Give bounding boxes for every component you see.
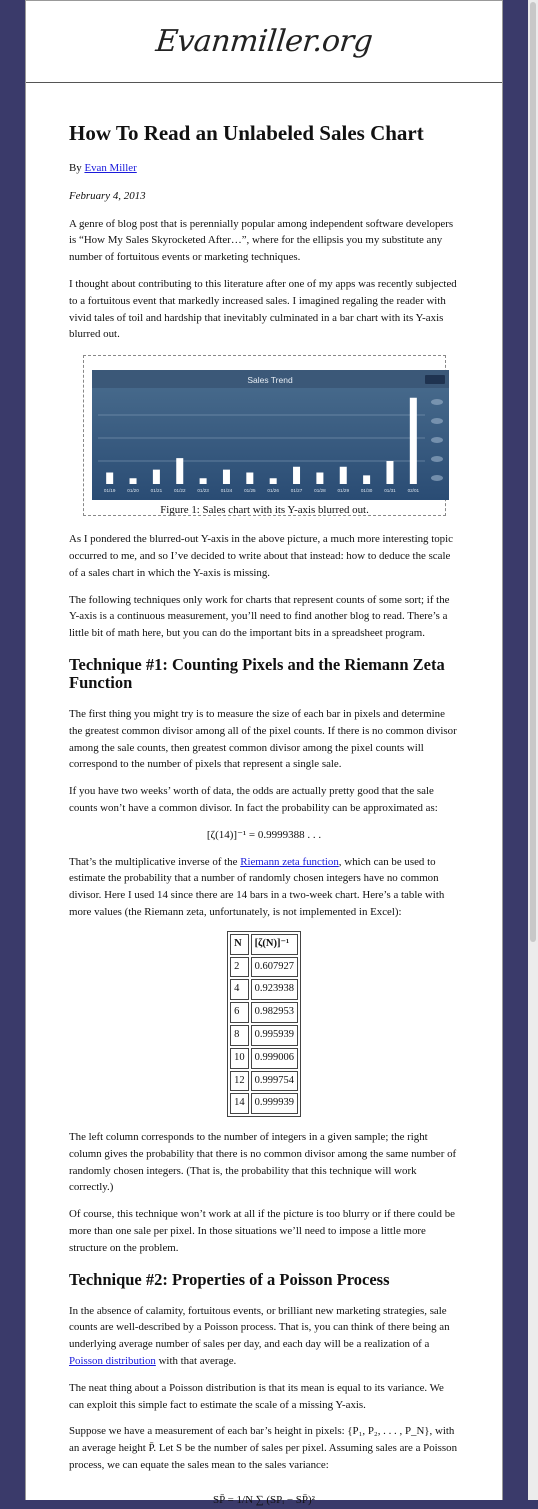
bar	[386, 461, 393, 484]
table-cell-n: 8	[230, 1025, 249, 1046]
figure	[83, 355, 446, 516]
poisson-distribution-link[interactable]: Poisson distribution	[69, 1355, 156, 1368]
page	[25, 0, 503, 1506]
table-row	[230, 1048, 298, 1069]
paragraph: The left column corresponds to the number of integers in a given sample; the right column gives the probability that there is no common divisor among the same number of randomly chosen integers. (That is, the probability that this technique will work correctly.)	[69, 1131, 457, 1194]
table-cell-value: 0.982953	[251, 1002, 298, 1023]
paragraph: If you have two weeks’ worth of data, the odds are actually pretty good that the sale counts won’t have a common divisor. In fact the probability can be approximated as:	[69, 785, 438, 814]
bar	[293, 467, 300, 484]
x-tick-label: 02/01	[407, 488, 420, 494]
text-span: That’s the multiplicative inverse of the	[69, 855, 241, 868]
blurred-y-tick	[431, 418, 443, 424]
paragraph: Suppose we have a measurement of each bar’s height in pixels: {P₁, P₂, . . . , P_N}, with an average height P̄. Let S be the number of sales per pixel. Assuming sales are a Poisson process, we can equate the sales mean to the sales variance:	[69, 1425, 458, 1472]
table-row	[230, 1002, 298, 1023]
bar	[200, 478, 207, 484]
x-tick-label: 01/22	[174, 488, 186, 494]
bar	[176, 458, 183, 484]
table-row	[230, 979, 298, 1000]
table-cell-value: 0.999754	[251, 1071, 298, 1092]
bar	[340, 467, 347, 484]
text-span: , which can be used to estimate the probability that a number of randomly chosen integers have no common divisor. Here I used 14 since there are 14 bars in a two-week chart. Here’s a table with more values (the Riemann zeta, unfortunately, is not implemented in Excel):	[69, 855, 445, 918]
paragraph: Of course, this technique won’t work at all if the picture is too blurry or if there could be more than one sale per pixel. In those situations we’ll need to impose a little more structure on the problem.	[69, 1208, 456, 1254]
blurred-y-tick	[431, 456, 443, 462]
table-row	[230, 1071, 298, 1092]
bar	[410, 398, 417, 484]
x-tick-label: 01/19	[103, 488, 116, 494]
section-heading: Technique #1: Counting Pixels and the Riemann Zeta Function	[69, 654, 445, 692]
masthead	[26, 0, 502, 83]
paragraph: A genre of blog post that is perennially popular among independent software developers is “How My Sales Skyrocketed After…”, where for the ellipsis you my substitute any number of fortuitous events or marketing techniques.	[69, 217, 454, 264]
x-tick-label: 01/23	[197, 488, 209, 494]
section-heading: Technique #2: Properties of a Poisson Process	[69, 1269, 390, 1289]
bar	[106, 473, 113, 485]
bar	[246, 473, 253, 485]
equation: [ζ(14)]⁻¹ = 0.9999388 . . .	[206, 828, 322, 841]
scrollbar[interactable]	[528, 0, 538, 1500]
article-title: How To Read an Unlabeled Sales Chart	[69, 121, 424, 145]
paragraph: As I pondered the blurred-out Y-axis in the above picture, a much more interesting topic occurred to me, and so I’ve decided to write about that instead: how to deduce the scale of a sales chart in which the Y-axis is missing.	[69, 533, 453, 579]
text-span: In the absence of calamity, fortuitous events, or brilliant new marketing strategies, sale counts are well-described by a Poisson process. That is, you can think of there being an underlying average number of sales per day, and each day will be a realization of a	[69, 1304, 450, 1351]
table-cell-value: 0.999006	[251, 1048, 298, 1069]
byline-prefix: By	[69, 162, 85, 174]
blurred-y-tick	[431, 437, 443, 443]
byline	[69, 160, 459, 177]
table-header-n: N	[230, 934, 249, 955]
riemann-zeta-link[interactable]: Riemann zeta function	[240, 855, 339, 868]
publish-date: February 4, 2013	[69, 189, 146, 202]
table-cell-value: 0.923938	[251, 979, 298, 1000]
chart-type-toggle-icon[interactable]	[425, 375, 445, 384]
table-row	[230, 957, 298, 978]
table-row	[230, 1025, 298, 1046]
site-logo[interactable]: Evanmiller.org	[154, 24, 374, 59]
table-wrapper	[69, 931, 459, 1117]
x-tick-label: 01/20	[127, 488, 139, 494]
table-cell-n: 10	[230, 1048, 249, 1069]
x-tick-label: 01/28	[314, 488, 326, 494]
text-span: with that average.	[155, 1355, 237, 1368]
table-cell-value: 0.999939	[251, 1093, 298, 1114]
bar	[270, 478, 277, 484]
blurred-y-tick	[431, 475, 443, 481]
chart-title: Sales Trend	[247, 375, 293, 386]
x-tick-label: 01/30	[360, 488, 373, 494]
bar	[363, 476, 370, 485]
blurred-y-tick	[431, 399, 443, 405]
x-tick-label: 01/26	[267, 488, 279, 494]
table-cell-n: 2	[230, 957, 249, 978]
bar	[223, 470, 230, 484]
paragraph	[69, 1303, 459, 1370]
table-row	[230, 1093, 298, 1114]
paragraph: The following techniques only work for charts that represent counts of some sort; if the Y-axis is a continuous measurement, you’ll need to find another blog to read. There’s a little bit of math here, but you can do the important bits in a spreadsheet program.	[69, 593, 450, 640]
x-tick-label: 01/29	[337, 488, 349, 494]
table-cell-n: 14	[230, 1093, 249, 1114]
table-body	[230, 957, 298, 1115]
paragraph: The first thing you might try is to measure the size of each bar in pixels and determine the greatest common divisor among all of the pixel counts. If there is no common divisor among the sale counts, then greatest common divisor among the pixel counts will correspond to the number of pixels that represent a single sale.	[69, 707, 457, 771]
bar	[130, 478, 137, 484]
bar	[153, 470, 160, 484]
sales-trend-chart	[92, 370, 449, 500]
table-cell-value: 0.995939	[251, 1025, 298, 1046]
paragraph: The neat thing about a Poisson distribution is that its mean is equal to its variance. We can exploit this simple fact to estimate the scale of a missing Y-axis.	[69, 1381, 444, 1411]
author-link[interactable]: Evan Miller	[84, 162, 137, 174]
table-header-row	[230, 934, 298, 955]
scrollbar-thumb[interactable]	[530, 2, 536, 942]
paragraph	[69, 854, 459, 921]
figure-caption: Figure 1: Sales chart with its Y-axis blurred out.	[160, 504, 369, 517]
table-cell-n: 6	[230, 1002, 249, 1023]
table-cell-n: 12	[230, 1071, 249, 1092]
table-cell-n: 4	[230, 979, 249, 1000]
paragraph: I thought about contributing to this literature after one of my apps was recently subjected to a fortuitous event that markedly increased sales. I imagined regaling the reader with vivid tales of toil and hardship that inevitably culminated in a bar chart with its Y-axis blurred out.	[69, 277, 457, 341]
article	[26, 120, 502, 1509]
x-tick-label: 01/31	[384, 488, 396, 494]
x-tick-label: 01/27	[290, 488, 303, 494]
table-header-zeta: [ζ(N)]⁻¹	[251, 934, 298, 955]
x-tick-label: 01/24	[220, 488, 233, 494]
equation: SP̄ = 1/N ∑ (SPᵢ − SP̄)²	[213, 1493, 315, 1506]
x-tick-label: 01/21	[150, 488, 163, 494]
table-cell-value: 0.607927	[251, 957, 298, 978]
zeta-table	[227, 931, 301, 1117]
bar	[316, 473, 323, 485]
x-tick-label: 01/25	[244, 488, 256, 494]
